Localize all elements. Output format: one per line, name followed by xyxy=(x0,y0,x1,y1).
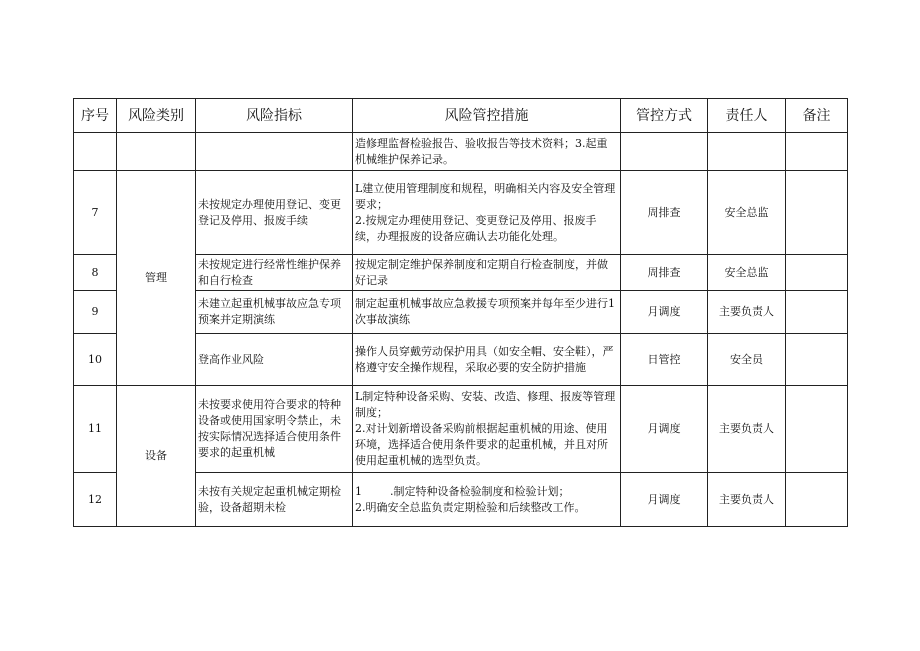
cell-method: 月调度 xyxy=(621,291,708,334)
header-responsible-person: 责任人 xyxy=(708,99,786,133)
cell-note xyxy=(786,334,848,386)
cell-person: 主要负责人 xyxy=(708,386,786,473)
cell-category-management: 管理 xyxy=(117,171,196,386)
cell-note xyxy=(786,386,848,473)
cell-measures: 按规定制定维护保养制度和定期自行检查制度，并做好记录 xyxy=(353,255,621,291)
cell-note xyxy=(786,473,848,527)
header-remarks: 备注 xyxy=(786,99,848,133)
cell-note xyxy=(786,171,848,255)
risk-control-table xyxy=(73,98,848,527)
cell-serial: 10 xyxy=(74,334,117,386)
header-control-method: 管控方式 xyxy=(621,99,708,133)
cell-serial xyxy=(74,133,117,171)
cell-serial: 11 xyxy=(74,386,117,473)
table-header-row xyxy=(74,99,848,133)
cell-indicator: 未按有关规定起重机械定期检验，设备超期未检 xyxy=(196,473,353,527)
table-row xyxy=(74,386,848,473)
cell-method: 月调度 xyxy=(621,473,708,527)
cell-serial: 8 xyxy=(74,255,117,291)
cell-measures: 造修理监督检验报告、验收报告等技术资料；3.起重机械维护保养记录。 xyxy=(353,133,621,171)
header-risk-indicator: 风险指标 xyxy=(196,99,353,133)
cell-measures: L建立使用管理制度和规程，明确相关内容及安全管理要求； 2.按规定办理使用登记、变更登记及停用、报废手续，办理报废的设备应确认去功能化处理。 xyxy=(353,171,621,255)
cell-indicator: 未建立起重机械事故应急专项预案并定期演练 xyxy=(196,291,353,334)
cell-indicator: 未按规定办理使用登记、变更登记及停用、报废手续 xyxy=(196,171,353,255)
cell-category xyxy=(117,133,196,171)
cell-note xyxy=(786,291,848,334)
cell-person: 安全总监 xyxy=(708,255,786,291)
cell-measures: L制定特种设备采购、安装、改造、修理、报废等管理制度； 2.对计划新增设备采购前根据起重机械的用途、使用环境，选择适合使用条件要求的起重机械，并且对所使用起重机械的选型负责。 xyxy=(353,386,621,473)
measure-number: 1 xyxy=(355,484,362,498)
cell-method: 周排查 xyxy=(621,255,708,291)
cell-measures: 制定起重机械事故应急救援专项预案并每年至少进行1次事故演练 xyxy=(353,291,621,334)
cell-measures: 操作人员穿戴劳动保护用具（如安全帽、安全鞋），严格遵守安全操作规程，采取必要的安全防护措施 xyxy=(353,334,621,386)
cell-category-equipment: 设备 xyxy=(117,386,196,527)
cell-person: 主要负责人 xyxy=(708,291,786,334)
cell-method: 周排查 xyxy=(621,171,708,255)
header-control-measures: 风险管控措施 xyxy=(353,99,621,133)
measure-text: .制定特种设备检验制度和检验计划； 2.明确安全总监负责定期检验和后续整改工作。 xyxy=(355,484,586,514)
cell-serial: 9 xyxy=(74,291,117,334)
cell-indicator: 登高作业风险 xyxy=(196,334,353,386)
cell-person xyxy=(708,133,786,171)
table-row xyxy=(74,171,848,255)
cell-measures xyxy=(353,473,621,527)
cell-method: 月调度 xyxy=(621,386,708,473)
cell-method xyxy=(621,133,708,171)
cell-indicator xyxy=(196,133,353,171)
cell-note xyxy=(786,255,848,291)
cell-indicator: 未按规定进行经常性维护保养和自行检查 xyxy=(196,255,353,291)
header-serial: 序号 xyxy=(74,99,117,133)
cell-note xyxy=(786,133,848,171)
table-row xyxy=(74,133,848,171)
cell-serial: 7 xyxy=(74,171,117,255)
cell-serial: 12 xyxy=(74,473,117,527)
header-risk-category: 风险类别 xyxy=(117,99,196,133)
cell-method: 日管控 xyxy=(621,334,708,386)
cell-person: 主要负责人 xyxy=(708,473,786,527)
cell-person: 安全员 xyxy=(708,334,786,386)
cell-indicator: 未按要求使用符合要求的特种设备或使用国家明令禁止，未按实际情况选择适合使用条件要求的起重机械 xyxy=(196,386,353,473)
cell-person: 安全总监 xyxy=(708,171,786,255)
